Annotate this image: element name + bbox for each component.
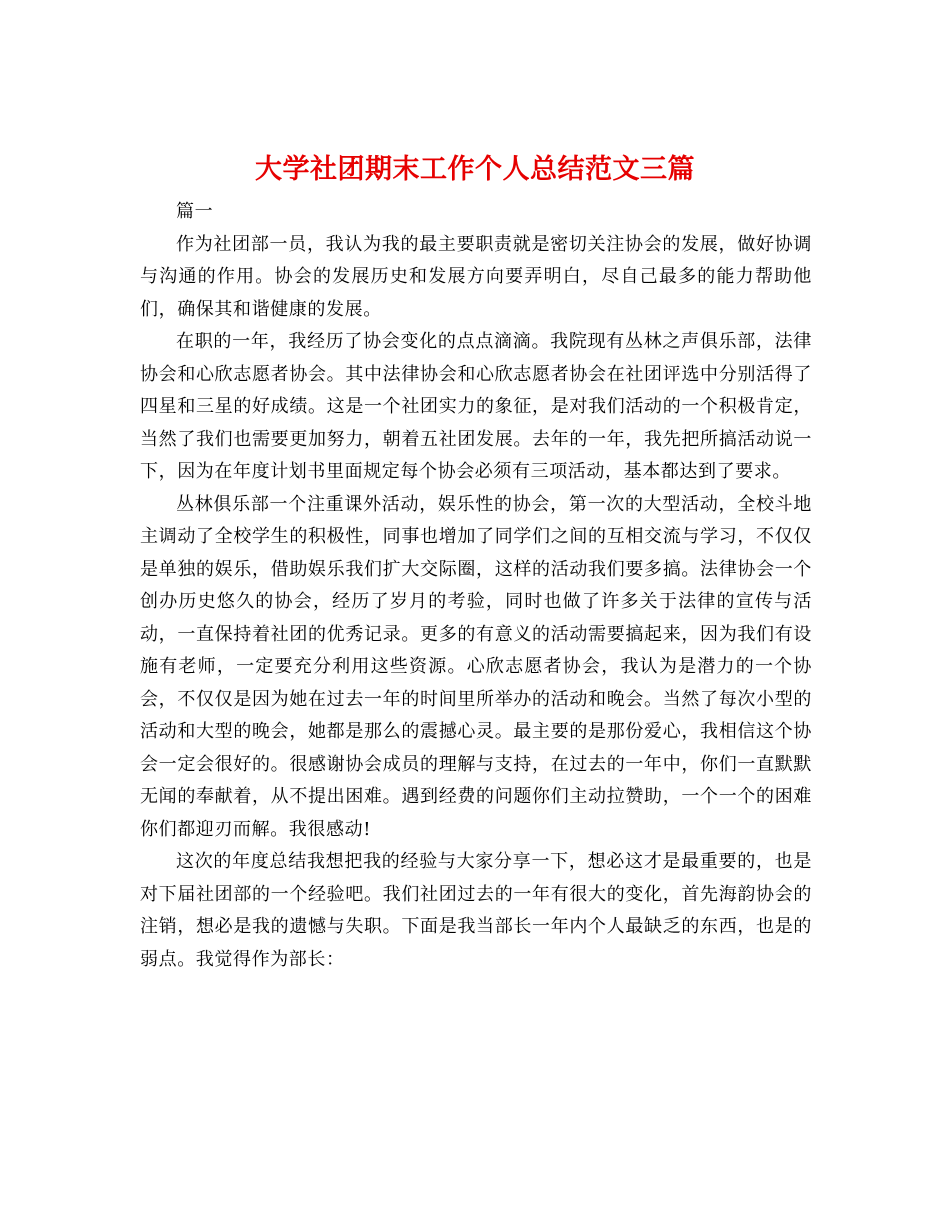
section-label: 篇一 [176, 201, 214, 222]
paragraph-2: 在职的一年，我经历了协会变化的点点滴滴。我院现有丛林之声俱乐部，法律协会和心欣志愿者协会。其中法律协会和心欣志愿者协会在社团评选中分别活得了四星和三星的好成绩。这是一个社团实力的象征，是对我们活动的一个积极肯定，当然了我们也需要更加努力，朝着五社团发展。去年的一年，我先把所搞活动说一下，因为在年度计划书里面规定每个协会必须有三项活动，基本都达到了要求。 [140, 331, 812, 482]
paragraph-3: 丛林俱乐部一个注重课外活动，娱乐性的协会，第一次的大型活动，全校斗地主调动了全校学生的积极性，同事也增加了同学们之间的互相交流与学习，不仅仅是单独的娱乐，借助娱乐我们扩大交际圈，这样的活动我们要多搞。法律协会一个创办历史悠久的协会，经历了岁月的考验，同时也做了许多关于法律的宣传与活动，一直保持着社团的优秀记录。更多的有意义的活动需要搞起来，因为我们有设施有老师，一定要充分利用这些资源。心欣志愿者协会，我认为是潜力的一个协会，不仅仅是因为她在过去一年的时间里所举办的活动和晚会。当然了每次小型的活动和大型的晚会，她都是那么的震撼心灵。最主要的是那份爱心，我相信这个协会一定会很好的。很感谢协会成员的理解与支持，在过去的一年中，你们一直默默无闻的奉献着，从不提出困难。遇到经费的问题你们主动拉赞助，一个一个的困难你们都迎刃而解。我很感动! [140, 493, 812, 840]
paragraph-1: 作为社团部一员，我认为我的最主要职责就是密切关注协会的发展，做好协调与沟通的作用。协会的发展历史和发展方向要弄明白，尽自己最多的能力帮助他们，确保其和谐健康的发展。 [140, 233, 812, 320]
document-body [140, 196, 812, 976]
document-title: 大学社团期末工作个人总结范文三篇 [255, 154, 695, 186]
paragraph-4: 这次的年度总结我想把我的经验与大家分享一下，想必这才是最重要的，也是对下届社团部的一个经验吧。我们社团过去的一年有很大的变化，首先海韵协会的注销，想必是我的遗憾与失职。下面是我当部长一年内个人最缺乏的东西，也是的弱点。我觉得作为部长： [140, 851, 812, 970]
